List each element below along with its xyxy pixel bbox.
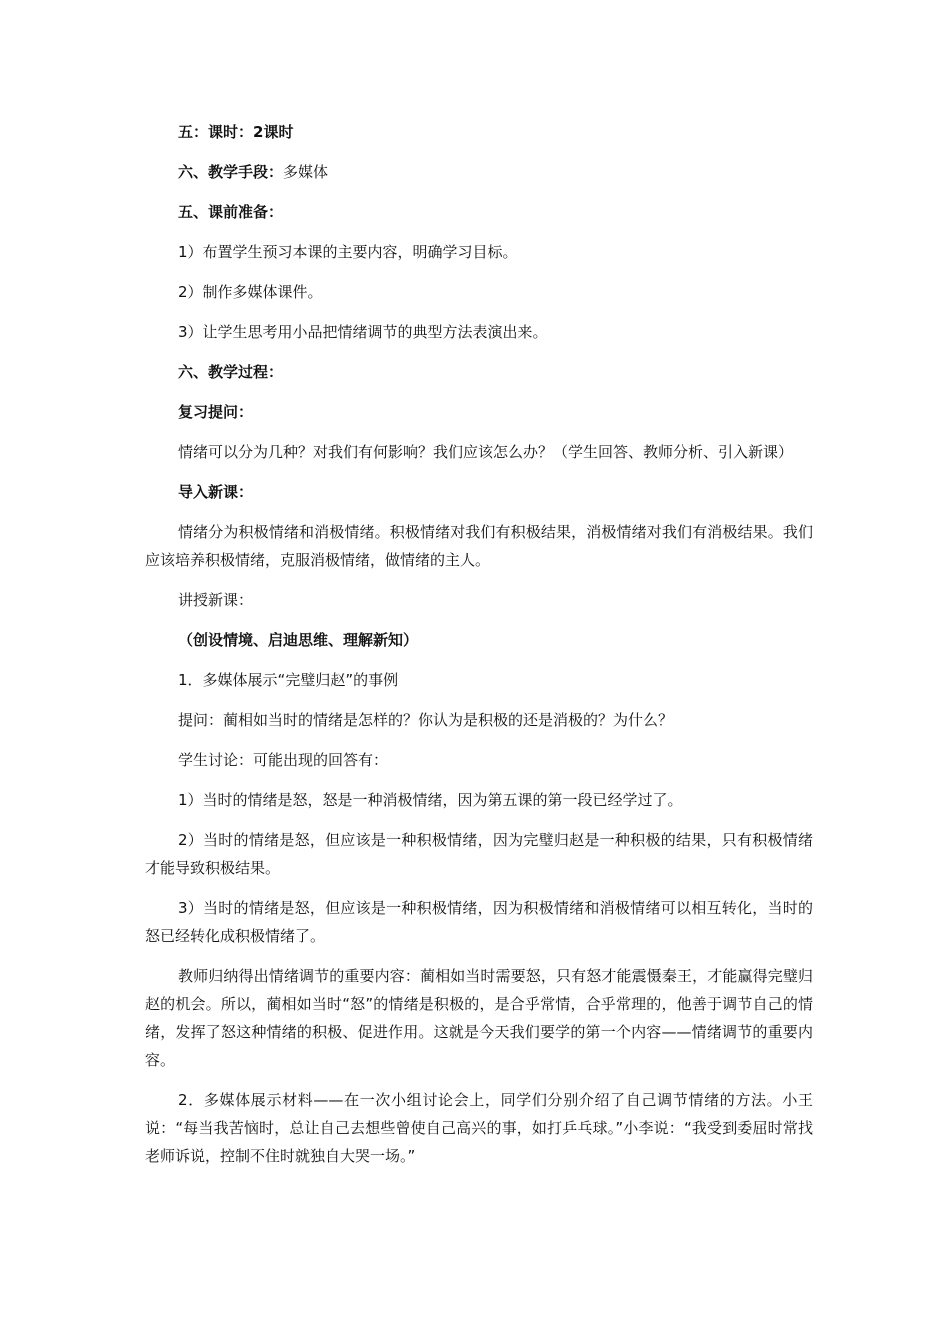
new-lesson-subheading: （创设情境、启迪思维、理解新知） bbox=[178, 631, 419, 649]
section-process-heading: 六、教学过程： bbox=[178, 363, 284, 381]
review-paragraph: 情绪可以分为几种？对我们有何影响？我们应该怎么办？（学生回答、教师分析、引入新课） bbox=[178, 443, 794, 461]
answer-1: 1）当时的情绪是怒，怒是一种消极情绪，因为第五课的第一段已经学过了。 bbox=[178, 791, 683, 809]
section-lesson-hours: 五：课时：2课时 bbox=[178, 123, 294, 141]
teaching-means-value: 多媒体 bbox=[283, 163, 329, 181]
discussion-paragraph: 学生讨论：可能出现的回答有： bbox=[178, 751, 389, 769]
intro-paragraph: 情绪分为积极情绪和消极情绪。积极情绪对我们有积极结果，消极情绪对我们有消极结果。我们应该培养积极情绪，克服消极情绪，做情绪的主人。 bbox=[145, 523, 813, 569]
review-heading: 复习提问： bbox=[178, 403, 254, 421]
document-page bbox=[145, 118, 813, 1182]
preparation-item-1: 1）布置学生预习本课的主要内容，明确学习目标。 bbox=[178, 243, 518, 261]
answer-3: 3）当时的情绪是怒，但应该是一种积极情绪，因为积极情绪和消极情绪可以相互转化，当时的怒已经转化成积极情绪了。 bbox=[145, 899, 813, 945]
preparation-item-2: 2）制作多媒体课件。 bbox=[178, 283, 323, 301]
new-lesson-label: 讲授新课： bbox=[178, 591, 254, 609]
question-paragraph: 提问：蔺相如当时的情绪是怎样的？你认为是积极的还是消极的？为什么？ bbox=[178, 711, 674, 729]
preparation-item-3: 3）让学生思考用小品把情绪调节的典型方法表演出来。 bbox=[178, 323, 548, 341]
answer-2: 2）当时的情绪是怒，但应该是一种积极情绪，因为完璧归赵是一种积极的结果，只有积极情绪才能导致积极结果。 bbox=[145, 831, 813, 877]
item-multimedia-1: 1．多媒体展示“完璧归赵”的事例 bbox=[178, 671, 399, 689]
intro-heading: 导入新课： bbox=[178, 483, 254, 501]
teacher-summary: 教师归纳得出情绪调节的重要内容：蔺相如当时需要怒，只有怒才能震慑秦王，才能赢得完璧归赵的机会。所以，蔺相如当时“怒”的情绪是积极的，是合乎常情，合乎常理的，他善于调节自己的情绪，发挥了怒这种情绪的积极、促进作用。这就是今天我们要学的第一个内容——情绪调节的重要内容。 bbox=[145, 967, 813, 1069]
item-multimedia-2: 2．多媒体展示材料——在一次小组讨论会上，同学们分别介绍了自己调节情绪的方法。小王说：“每当我苦恼时，总让自己去想些曾使自己高兴的事，如打乒乓球。”小李说：“我受到委屈时常找老师诉说，控制不住时就独自大哭一场。” bbox=[145, 1091, 813, 1165]
teaching-means-label: 六、教学手段： bbox=[178, 163, 284, 181]
section-preparation-heading: 五、课前准备： bbox=[178, 203, 284, 221]
section-teaching-means bbox=[145, 158, 813, 186]
